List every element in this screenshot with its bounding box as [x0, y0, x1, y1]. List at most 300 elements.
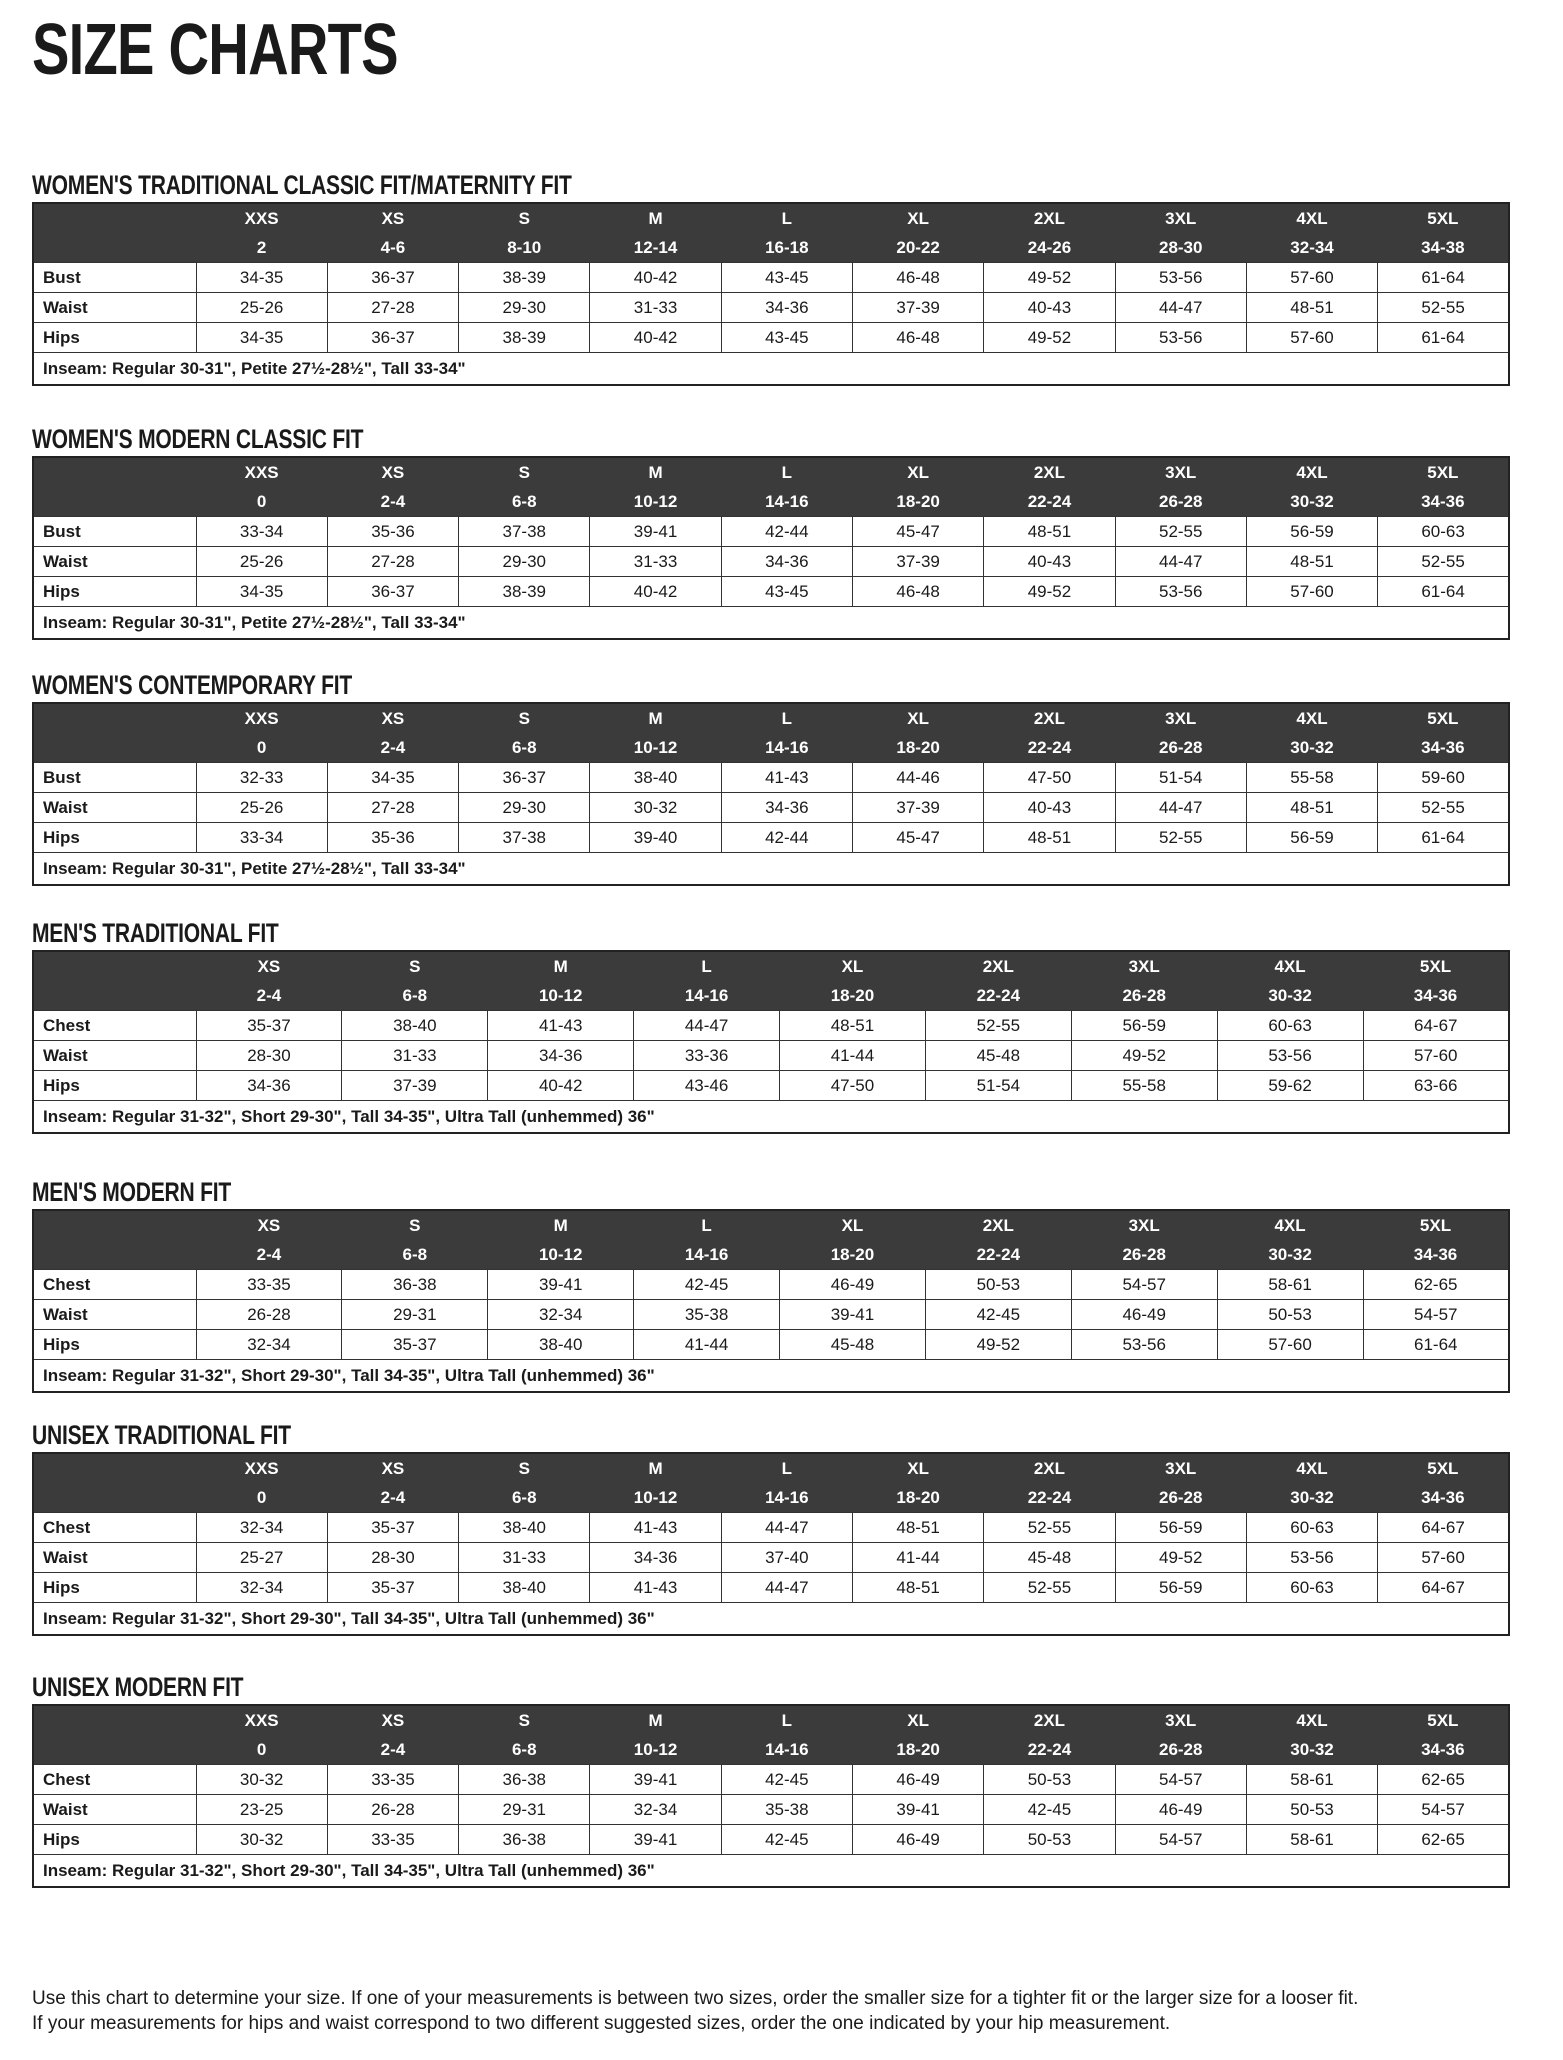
size-chart-section — [32, 670, 1510, 886]
size-label: L — [721, 457, 852, 488]
measurement-value: 52-55 — [984, 1573, 1115, 1603]
size-label: 2XL — [984, 203, 1115, 234]
measurement-value: 52-55 — [1115, 823, 1246, 853]
size-label: M — [488, 1210, 634, 1241]
size-label: 4XL — [1246, 203, 1377, 234]
measurement-value: 39-40 — [590, 823, 721, 853]
measurement-value: 46-49 — [1115, 1795, 1246, 1825]
measurement-row — [33, 1300, 1509, 1330]
measurement-label: Bust — [33, 763, 196, 793]
numeric-size: 22-24 — [984, 1736, 1115, 1765]
size-header-row — [33, 1210, 1509, 1241]
numeric-size: 30-32 — [1246, 734, 1377, 763]
measurement-value: 40-43 — [984, 793, 1115, 823]
measurement-value: 36-37 — [459, 763, 590, 793]
measurement-value: 61-64 — [1378, 823, 1509, 853]
measurement-value: 39-41 — [590, 1765, 721, 1795]
size-label: 3XL — [1115, 457, 1246, 488]
section-title: MEN'S TRADITIONAL FIT — [32, 918, 279, 948]
measurement-value: 37-39 — [342, 1071, 488, 1101]
numeric-size: 30-32 — [1246, 1484, 1377, 1513]
measurement-value: 34-36 — [488, 1041, 634, 1071]
measurement-row — [33, 1071, 1509, 1101]
footer-line-1: Use this chart to determine your size. If one of your measurements is between two sizes, order the smaller size for a tighter fit or the larger size for a looser fit. — [32, 1988, 1359, 2009]
size-header-row — [33, 457, 1509, 488]
measurement-value: 56-59 — [1115, 1573, 1246, 1603]
measurement-value: 29-31 — [342, 1300, 488, 1330]
measurement-value: 54-57 — [1378, 1795, 1509, 1825]
measurement-row — [33, 823, 1509, 853]
measurement-value: 34-36 — [721, 293, 852, 323]
measurement-value: 29-30 — [459, 547, 590, 577]
measurement-value: 52-55 — [1115, 517, 1246, 547]
measurement-label: Waist — [33, 1300, 196, 1330]
header-corner — [33, 457, 196, 517]
numeric-size: 6-8 — [459, 734, 590, 763]
size-label: 5XL — [1363, 951, 1509, 982]
size-chart-section — [32, 1420, 1510, 1636]
numeric-size: 14-16 — [721, 734, 852, 763]
numeric-size-row — [33, 1736, 1509, 1765]
measurement-value: 33-35 — [327, 1825, 458, 1855]
section-title: WOMEN'S MODERN CLASSIC FIT — [32, 424, 364, 454]
measurement-value: 49-52 — [984, 323, 1115, 353]
numeric-size-row — [33, 982, 1509, 1011]
measurement-value: 35-38 — [721, 1795, 852, 1825]
measurement-value: 60-63 — [1246, 1513, 1377, 1543]
measurement-label: Hips — [33, 1573, 196, 1603]
measurement-row — [33, 323, 1509, 353]
size-label: M — [488, 951, 634, 982]
size-label: S — [342, 951, 488, 982]
numeric-size: 8-10 — [459, 234, 590, 263]
measurement-value: 44-47 — [634, 1011, 780, 1041]
measurement-value: 35-36 — [327, 517, 458, 547]
measurement-value: 43-45 — [721, 263, 852, 293]
size-label: XL — [852, 1705, 983, 1736]
size-label: L — [634, 951, 780, 982]
measurement-value: 45-48 — [925, 1041, 1071, 1071]
size-table — [32, 202, 1510, 386]
measurement-value: 42-45 — [925, 1300, 1071, 1330]
size-label: 3XL — [1115, 203, 1246, 234]
size-table — [32, 1704, 1510, 1888]
inseam-row — [33, 853, 1509, 886]
measurement-value: 46-48 — [852, 263, 983, 293]
measurement-value: 23-25 — [196, 1795, 327, 1825]
measurement-value: 46-49 — [780, 1270, 926, 1300]
measurement-value: 33-34 — [196, 823, 327, 853]
size-label: 2XL — [925, 1210, 1071, 1241]
measurement-value: 28-30 — [327, 1543, 458, 1573]
measurement-value: 57-60 — [1217, 1330, 1363, 1360]
measurement-value: 31-33 — [590, 547, 721, 577]
measurement-value: 34-35 — [196, 263, 327, 293]
size-label: XS — [327, 1705, 458, 1736]
measurement-value: 32-34 — [196, 1573, 327, 1603]
measurement-value: 30-32 — [590, 793, 721, 823]
measurement-value: 32-34 — [196, 1513, 327, 1543]
measurement-value: 58-61 — [1217, 1270, 1363, 1300]
measurement-value: 52-55 — [1378, 793, 1509, 823]
numeric-size: 2-4 — [196, 982, 342, 1011]
measurement-value: 54-57 — [1115, 1825, 1246, 1855]
numeric-size: 2-4 — [327, 734, 458, 763]
measurement-value: 45-48 — [780, 1330, 926, 1360]
measurement-value: 33-35 — [196, 1270, 342, 1300]
measurement-value: 58-61 — [1246, 1825, 1377, 1855]
measurement-value: 35-37 — [342, 1330, 488, 1360]
numeric-size: 18-20 — [852, 1736, 983, 1765]
measurement-value: 55-58 — [1246, 763, 1377, 793]
measurement-label: Hips — [33, 577, 196, 607]
size-label: XXS — [196, 703, 327, 734]
numeric-size: 6-8 — [459, 488, 590, 517]
numeric-size: 0 — [196, 734, 327, 763]
header-corner — [33, 203, 196, 263]
size-label: XL — [780, 1210, 926, 1241]
numeric-size: 34-36 — [1378, 734, 1509, 763]
numeric-size: 10-12 — [590, 1736, 721, 1765]
measurement-row — [33, 1795, 1509, 1825]
measurement-value: 40-42 — [590, 577, 721, 607]
size-label: L — [634, 1210, 780, 1241]
numeric-size: 32-34 — [1246, 234, 1377, 263]
size-label: 5XL — [1378, 1453, 1509, 1484]
measurement-value: 44-47 — [1115, 293, 1246, 323]
measurement-label: Chest — [33, 1011, 196, 1041]
numeric-size-row — [33, 1484, 1509, 1513]
measurement-label: Waist — [33, 1543, 196, 1573]
size-label: 2XL — [984, 457, 1115, 488]
measurement-value: 53-56 — [1115, 577, 1246, 607]
measurement-value: 57-60 — [1246, 263, 1377, 293]
numeric-size: 28-30 — [1115, 234, 1246, 263]
measurement-value: 27-28 — [327, 293, 458, 323]
measurement-value: 42-45 — [984, 1795, 1115, 1825]
size-table — [32, 950, 1510, 1134]
size-label: M — [590, 457, 721, 488]
measurement-value: 36-37 — [327, 263, 458, 293]
size-label: L — [721, 203, 852, 234]
section-title: UNISEX MODERN FIT — [32, 1672, 244, 1702]
numeric-size: 26-28 — [1071, 982, 1217, 1011]
size-label: 4XL — [1217, 1210, 1363, 1241]
measurement-row — [33, 1513, 1509, 1543]
footer-note — [32, 1986, 1532, 2036]
measurement-value: 31-33 — [459, 1543, 590, 1573]
measurement-value: 50-53 — [925, 1270, 1071, 1300]
measurement-value: 39-41 — [852, 1795, 983, 1825]
measurement-value: 29-31 — [459, 1795, 590, 1825]
inseam-row — [33, 1360, 1509, 1393]
inseam-row — [33, 1101, 1509, 1134]
numeric-size: 30-32 — [1246, 1736, 1377, 1765]
measurement-value: 36-38 — [459, 1825, 590, 1855]
measurement-value: 44-46 — [852, 763, 983, 793]
numeric-size: 14-16 — [634, 1241, 780, 1270]
size-chart-section — [32, 424, 1510, 640]
measurement-row — [33, 263, 1509, 293]
header-corner — [33, 703, 196, 763]
measurement-value: 37-39 — [852, 293, 983, 323]
measurement-value: 42-45 — [721, 1765, 852, 1795]
numeric-size: 14-16 — [721, 1736, 852, 1765]
measurement-value: 44-47 — [721, 1573, 852, 1603]
numeric-size: 26-28 — [1071, 1241, 1217, 1270]
size-label: XXS — [196, 457, 327, 488]
measurement-label: Bust — [33, 517, 196, 547]
measurement-value: 54-57 — [1071, 1270, 1217, 1300]
measurement-value: 34-36 — [196, 1071, 342, 1101]
section-title: WOMEN'S CONTEMPORARY FIT — [32, 670, 352, 700]
measurement-value: 38-40 — [488, 1330, 634, 1360]
numeric-size: 34-36 — [1378, 488, 1509, 517]
measurement-value: 49-52 — [1115, 1543, 1246, 1573]
size-label: S — [342, 1210, 488, 1241]
measurement-value: 57-60 — [1246, 577, 1377, 607]
measurement-value: 52-55 — [984, 1513, 1115, 1543]
measurement-label: Waist — [33, 793, 196, 823]
measurement-value: 53-56 — [1115, 263, 1246, 293]
size-label: S — [459, 1453, 590, 1484]
measurement-value: 30-32 — [196, 1765, 327, 1795]
measurement-value: 64-67 — [1363, 1011, 1509, 1041]
size-header-row — [33, 1705, 1509, 1736]
size-label: 3XL — [1071, 1210, 1217, 1241]
size-label: XL — [852, 703, 983, 734]
size-label: 4XL — [1246, 703, 1377, 734]
numeric-size: 2 — [196, 234, 327, 263]
measurement-value: 34-35 — [327, 763, 458, 793]
section-title: MEN'S MODERN FIT — [32, 1177, 231, 1207]
measurement-value: 39-41 — [488, 1270, 634, 1300]
numeric-size: 30-32 — [1217, 1241, 1363, 1270]
numeric-size: 30-32 — [1217, 982, 1363, 1011]
measurement-value: 61-64 — [1378, 577, 1509, 607]
measurement-value: 51-54 — [925, 1071, 1071, 1101]
inseam-note: Inseam: Regular 31-32", Short 29-30", Tall 34-35", Ultra Tall (unhemmed) 36" — [33, 1101, 1509, 1134]
measurement-value: 44-47 — [1115, 547, 1246, 577]
size-label: XS — [196, 951, 342, 982]
measurement-value: 31-33 — [590, 293, 721, 323]
measurement-value: 60-63 — [1378, 517, 1509, 547]
measurement-value: 46-49 — [1071, 1300, 1217, 1330]
size-label: M — [590, 703, 721, 734]
measurement-value: 45-48 — [984, 1543, 1115, 1573]
measurement-value: 36-37 — [327, 323, 458, 353]
measurement-value: 32-33 — [196, 763, 327, 793]
measurement-value: 44-47 — [1115, 793, 1246, 823]
measurement-value: 62-65 — [1378, 1825, 1509, 1855]
measurement-value: 64-67 — [1378, 1513, 1509, 1543]
measurement-value: 32-34 — [590, 1795, 721, 1825]
measurement-value: 37-39 — [852, 547, 983, 577]
measurement-row — [33, 1270, 1509, 1300]
measurement-value: 35-37 — [327, 1513, 458, 1543]
measurement-value: 33-35 — [327, 1765, 458, 1795]
measurement-value: 36-38 — [342, 1270, 488, 1300]
size-chart-section — [32, 170, 1510, 386]
size-label: L — [721, 1453, 852, 1484]
measurement-label: Waist — [33, 1795, 196, 1825]
size-table — [32, 702, 1510, 886]
size-label: S — [459, 203, 590, 234]
measurement-value: 56-59 — [1115, 1513, 1246, 1543]
size-label: XL — [852, 203, 983, 234]
measurement-value: 38-39 — [459, 577, 590, 607]
measurement-value: 48-51 — [1246, 547, 1377, 577]
measurement-row — [33, 1543, 1509, 1573]
numeric-size: 18-20 — [780, 1241, 926, 1270]
size-label: 5XL — [1363, 1210, 1509, 1241]
numeric-size: 14-16 — [721, 1484, 852, 1513]
inseam-row — [33, 353, 1509, 386]
size-label: S — [459, 703, 590, 734]
measurement-label: Waist — [33, 293, 196, 323]
section-title: UNISEX TRADITIONAL FIT — [32, 1420, 291, 1450]
numeric-size: 4-6 — [327, 234, 458, 263]
measurement-label: Waist — [33, 547, 196, 577]
measurement-value: 33-34 — [196, 517, 327, 547]
size-label: 3XL — [1115, 1453, 1246, 1484]
size-table — [32, 1452, 1510, 1636]
measurement-value: 42-44 — [721, 823, 852, 853]
size-label: XXS — [196, 1705, 327, 1736]
size-label: XS — [327, 203, 458, 234]
measurement-value: 27-28 — [327, 547, 458, 577]
measurement-value: 45-47 — [852, 517, 983, 547]
numeric-size: 26-28 — [1115, 734, 1246, 763]
measurement-value: 53-56 — [1246, 1543, 1377, 1573]
measurement-value: 50-53 — [1217, 1300, 1363, 1330]
measurement-value: 29-30 — [459, 293, 590, 323]
measurement-value: 43-46 — [634, 1071, 780, 1101]
measurement-label: Hips — [33, 323, 196, 353]
numeric-size: 22-24 — [984, 734, 1115, 763]
measurement-value: 31-33 — [342, 1041, 488, 1071]
numeric-size: 10-12 — [590, 734, 721, 763]
measurement-value: 41-43 — [590, 1513, 721, 1543]
measurement-value: 59-60 — [1378, 763, 1509, 793]
measurement-value: 49-52 — [1071, 1041, 1217, 1071]
measurement-value: 45-47 — [852, 823, 983, 853]
measurement-row — [33, 1573, 1509, 1603]
numeric-size: 22-24 — [984, 488, 1115, 517]
measurement-value: 41-43 — [590, 1573, 721, 1603]
size-label: M — [590, 1705, 721, 1736]
inseam-note: Inseam: Regular 31-32", Short 29-30", Tall 34-35", Ultra Tall (unhemmed) 36" — [33, 1360, 1509, 1393]
measurement-value: 43-45 — [721, 323, 852, 353]
numeric-size: 22-24 — [925, 982, 1071, 1011]
numeric-size: 0 — [196, 1736, 327, 1765]
numeric-size: 6-8 — [342, 1241, 488, 1270]
measurement-value: 36-38 — [459, 1765, 590, 1795]
measurement-value: 38-40 — [459, 1573, 590, 1603]
page-title: SIZE CHARTS — [32, 10, 398, 90]
measurement-value: 61-64 — [1378, 263, 1509, 293]
measurement-value: 52-55 — [1378, 547, 1509, 577]
measurement-value: 54-57 — [1363, 1300, 1509, 1330]
measurement-row — [33, 793, 1509, 823]
section-title: WOMEN'S TRADITIONAL CLASSIC FIT/MATERNITY FIT — [32, 170, 572, 200]
numeric-size-row — [33, 1241, 1509, 1270]
numeric-size: 6-8 — [342, 982, 488, 1011]
numeric-size: 0 — [196, 488, 327, 517]
measurement-value: 61-64 — [1378, 323, 1509, 353]
numeric-size-row — [33, 734, 1509, 763]
measurement-value: 36-37 — [327, 577, 458, 607]
measurement-value: 56-59 — [1246, 517, 1377, 547]
numeric-size: 30-32 — [1246, 488, 1377, 517]
measurement-value: 25-27 — [196, 1543, 327, 1573]
measurement-value: 38-39 — [459, 323, 590, 353]
inseam-row — [33, 1603, 1509, 1636]
numeric-size: 2-4 — [327, 488, 458, 517]
measurement-value: 38-40 — [342, 1011, 488, 1041]
size-label: 5XL — [1378, 703, 1509, 734]
measurement-value: 38-40 — [590, 763, 721, 793]
numeric-size: 18-20 — [852, 488, 983, 517]
size-table — [32, 456, 1510, 640]
measurement-value: 40-43 — [984, 547, 1115, 577]
header-corner — [33, 951, 196, 1011]
measurement-value: 38-39 — [459, 263, 590, 293]
numeric-size: 12-14 — [590, 234, 721, 263]
measurement-value: 48-51 — [1246, 293, 1377, 323]
numeric-size: 34-36 — [1363, 982, 1509, 1011]
numeric-size: 26-28 — [1115, 1736, 1246, 1765]
numeric-size: 18-20 — [852, 1484, 983, 1513]
inseam-note: Inseam: Regular 31-32", Short 29-30", Tall 34-35", Ultra Tall (unhemmed) 36" — [33, 1603, 1509, 1636]
measurement-row — [33, 293, 1509, 323]
measurement-value: 49-52 — [925, 1330, 1071, 1360]
size-label: 4XL — [1246, 457, 1377, 488]
numeric-size: 6-8 — [459, 1484, 590, 1513]
numeric-size: 2-4 — [327, 1484, 458, 1513]
measurement-value: 41-44 — [780, 1041, 926, 1071]
size-label: XS — [196, 1210, 342, 1241]
numeric-size-row — [33, 234, 1509, 263]
measurement-label: Hips — [33, 1825, 196, 1855]
measurement-value: 48-51 — [780, 1011, 926, 1041]
size-label: XS — [327, 1453, 458, 1484]
header-corner — [33, 1453, 196, 1513]
numeric-size: 18-20 — [852, 734, 983, 763]
numeric-size: 22-24 — [925, 1241, 1071, 1270]
measurement-label: Bust — [33, 263, 196, 293]
header-corner — [33, 1705, 196, 1765]
measurement-value: 26-28 — [327, 1795, 458, 1825]
measurement-label: Hips — [33, 823, 196, 853]
numeric-size: 34-36 — [1363, 1241, 1509, 1270]
measurement-value: 42-45 — [721, 1825, 852, 1855]
measurement-value: 28-30 — [196, 1041, 342, 1071]
measurement-value: 56-59 — [1071, 1011, 1217, 1041]
measurement-value: 53-56 — [1071, 1330, 1217, 1360]
inseam-row — [33, 1855, 1509, 1888]
size-label: 3XL — [1115, 703, 1246, 734]
measurement-value: 50-53 — [984, 1825, 1115, 1855]
measurement-value: 37-38 — [459, 823, 590, 853]
measurement-value: 38-40 — [459, 1513, 590, 1543]
size-label: 2XL — [925, 951, 1071, 982]
size-label: 4XL — [1246, 1453, 1377, 1484]
measurement-value: 48-51 — [984, 517, 1115, 547]
measurement-value: 34-36 — [590, 1543, 721, 1573]
measurement-row — [33, 577, 1509, 607]
measurement-value: 46-49 — [852, 1825, 983, 1855]
